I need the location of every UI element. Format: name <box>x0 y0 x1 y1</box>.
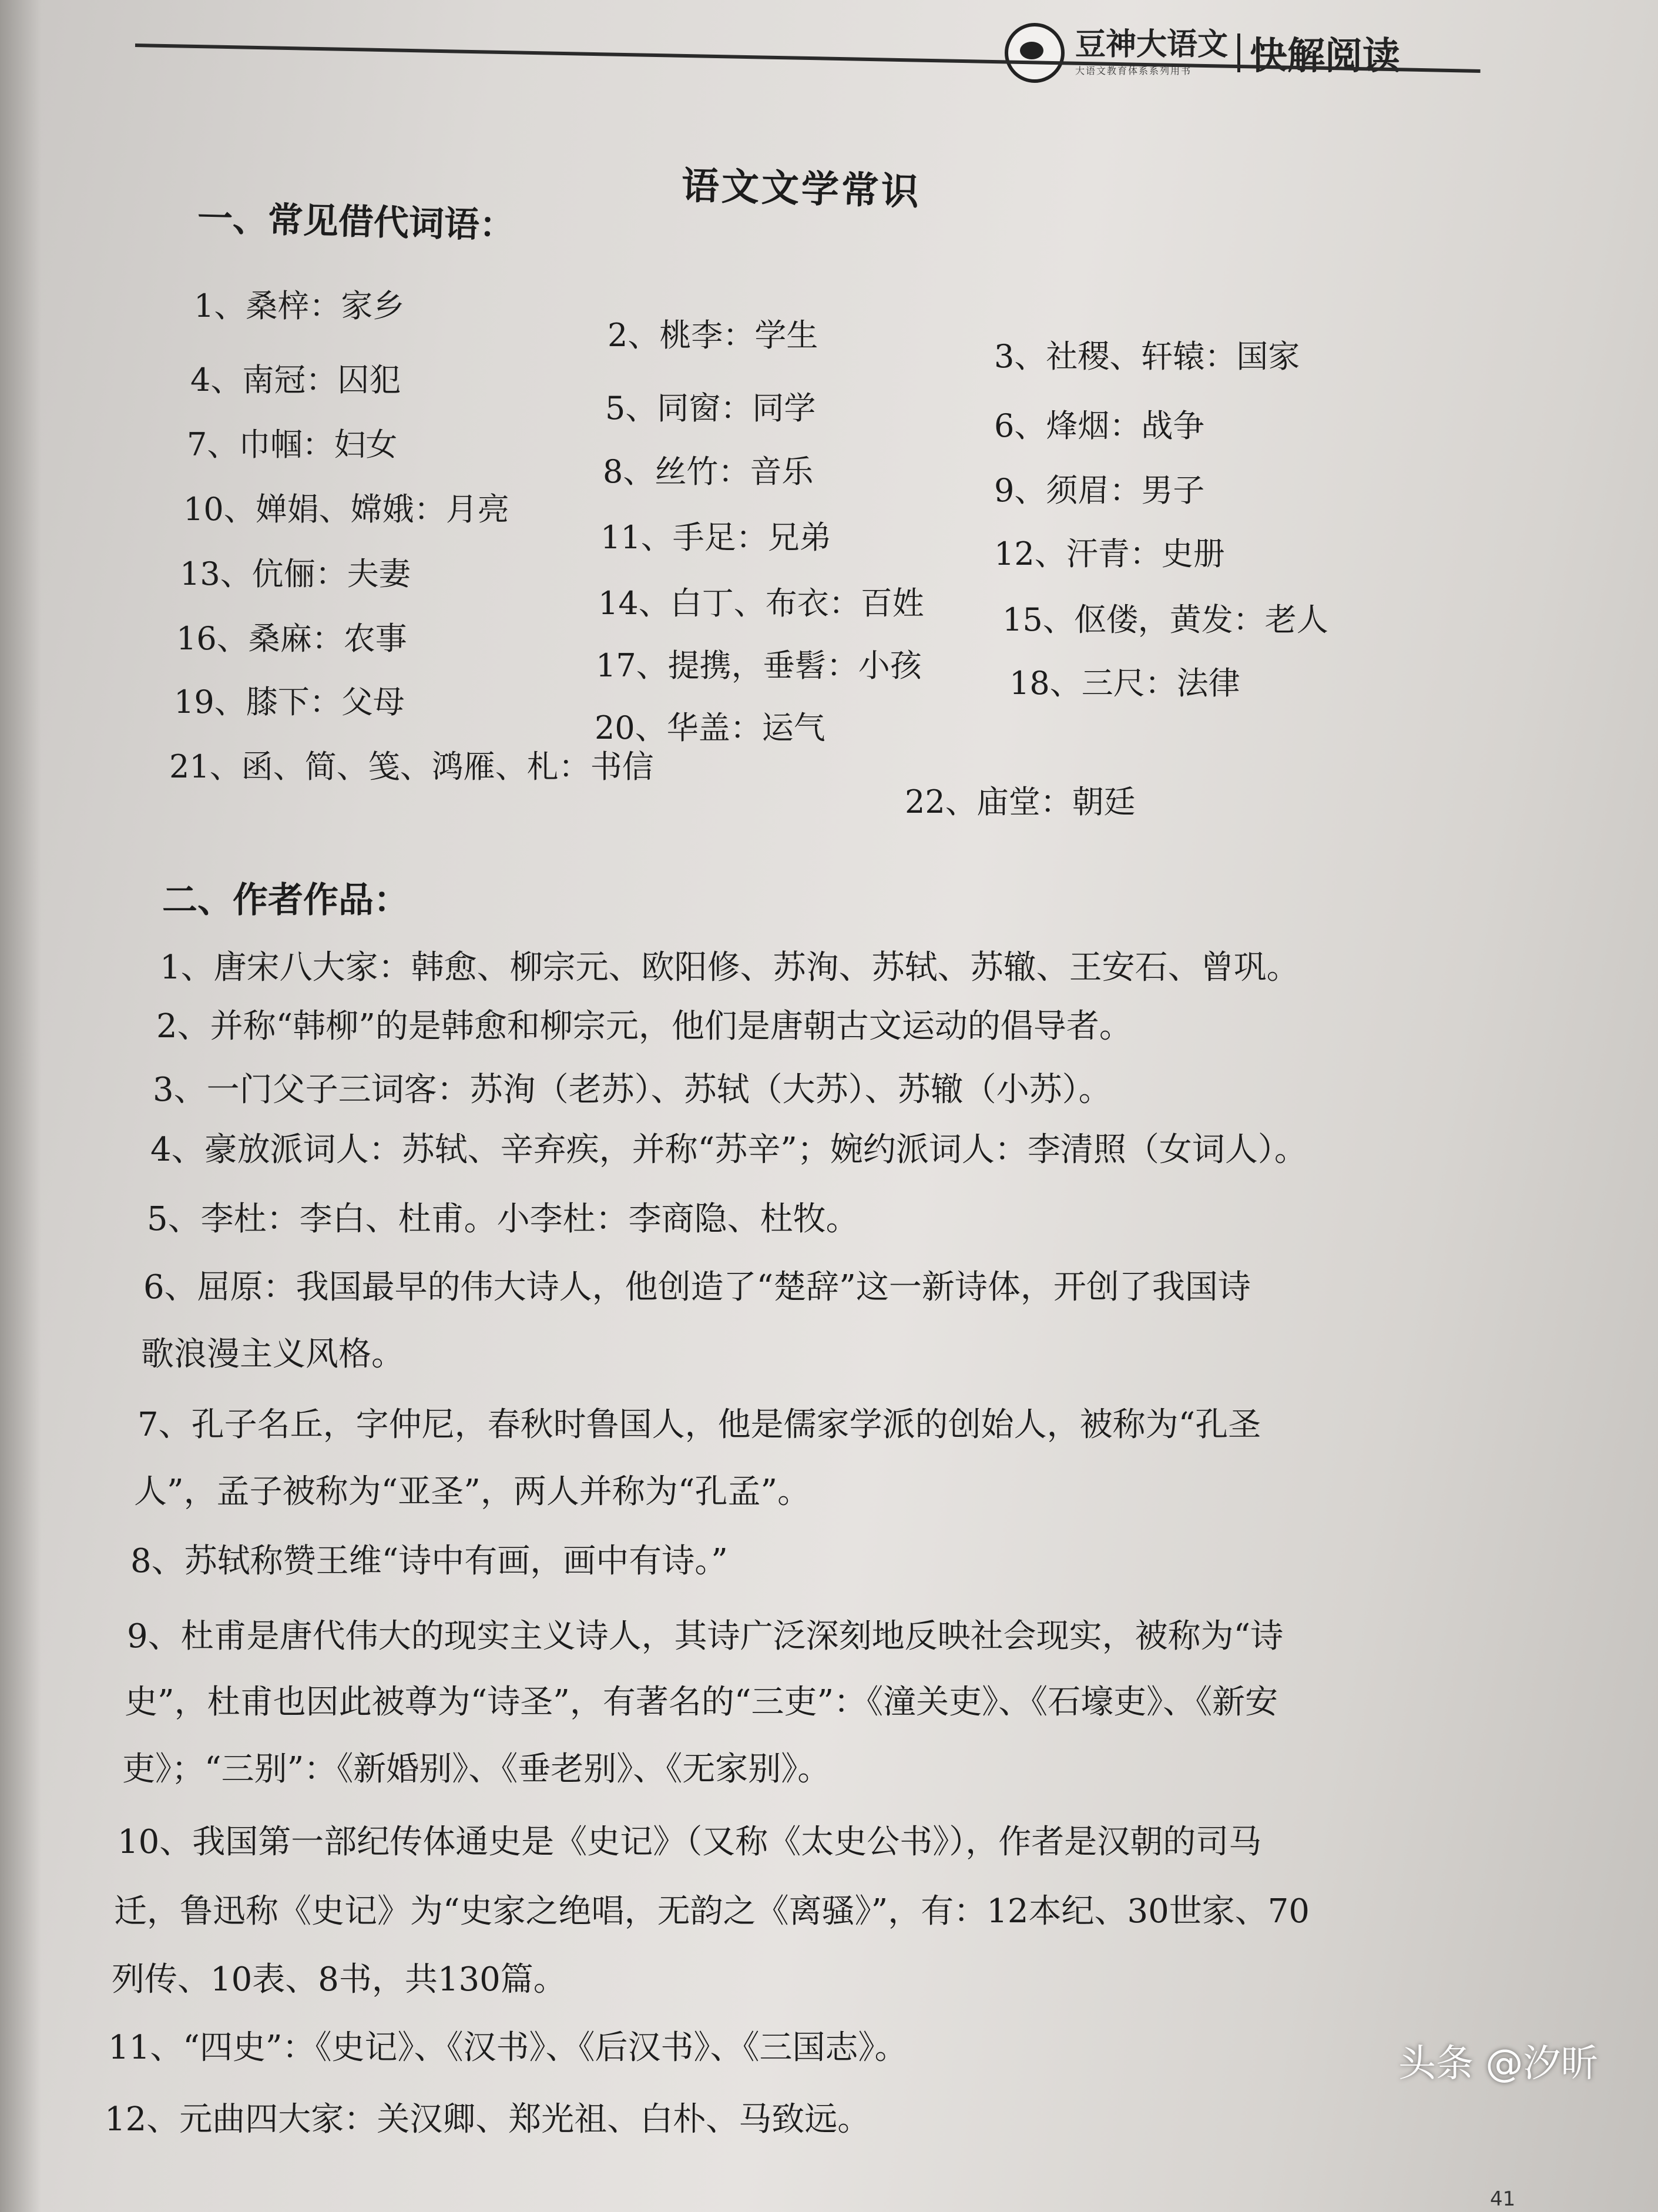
page-title: 语文文学常识 <box>680 163 922 215</box>
term-item: 1、桑梓：家乡 <box>194 287 405 324</box>
text-line: 1、唐宋八大家：韩愈、柳宗元、欧阳修、苏洵、苏轼、苏辙、王安石、曾巩。 <box>160 949 1300 987</box>
text-line: 列传、10表、8书，共130篇。 <box>112 1960 566 1999</box>
text-line: 9、杜甫是唐代伟大的现实主义诗人，其诗广泛深刻地反映社会现实，被称为“诗 <box>127 1617 1284 1655</box>
term-item: 5、同窗：同学 <box>605 390 816 427</box>
term-item: 8、丝竹：音乐 <box>603 453 814 490</box>
text-line: 歌浪漫主义风格。 <box>141 1335 404 1373</box>
term-item: 16、桑麻：农事 <box>176 620 407 657</box>
text-line: 吏》；“三别”：《新婚别》、《垂老别》、《无家别》。 <box>122 1750 831 1788</box>
brand-subtitle: 大语文教育体系系列用书 <box>1075 65 1192 76</box>
section-1-heading: 一、常见借代词语： <box>197 197 515 247</box>
term-item: 19、膝下：父母 <box>174 683 405 720</box>
brand-logo-icon <box>1005 23 1065 83</box>
term-item: 10、婵娟、嫦娥：月亮 <box>183 491 509 528</box>
text-line: 史”，杜甫也因此被尊为“诗圣”，有著名的“三吏”：《潼关吏》、《石壕吏》、《新安 <box>125 1683 1278 1721</box>
term-item: 6、烽烟：战争 <box>994 407 1205 444</box>
term-item: 18、三尺：法律 <box>1009 665 1240 702</box>
text-line: 人”，孟子被称为“亚圣”，两人并称为“孔孟”。 <box>134 1473 811 1511</box>
page-edge-shadow <box>0 0 41 2212</box>
term-item: 12、汗青：史册 <box>994 535 1225 572</box>
brand-text <box>1075 26 1229 77</box>
term-item: 15、伛偻，黄发：老人 <box>1002 601 1328 638</box>
source-watermark: 头条 @汐昕 <box>1398 2042 1599 2086</box>
page-number: 41 <box>1490 2187 1516 2211</box>
text-line: 3、一门父子三词客：苏洵（老苏）、苏轼（大苏）、苏辙（小苏）。 <box>153 1071 1112 1109</box>
term-item: 2、桃李：学生 <box>608 317 818 354</box>
header-brand <box>1005 24 1400 82</box>
text-line: 12、元曲四大家：关汉卿、郑光祖、白朴、马致远。 <box>105 2100 871 2139</box>
text-line: 10、我国第一部纪传体通史是《史记》（又称《太史公书》），作者是汉朝的司马 <box>118 1823 1262 1861</box>
text-line: 7、孔子名丘，字仲尼，春秋时鲁国人，他是儒家学派的创始人，被称为“孔圣 <box>137 1406 1261 1444</box>
book-series-title: 快解阅读 <box>1250 35 1401 78</box>
text-line: 迁，鲁迅称《史记》为“史家之绝唱，无韵之《离骚》”，有：12本纪、30世家、70 <box>114 1892 1310 1931</box>
term-item: 9、须眉：男子 <box>994 472 1205 509</box>
brand-name: 豆神大语文 <box>1075 26 1229 62</box>
text-line: 5、李杜：李白、杜甫。小李杜：李商隐、杜牧。 <box>147 1200 859 1238</box>
term-item: 11、手足：兄弟 <box>600 519 831 556</box>
section-2-heading: 二、作者作品： <box>162 880 409 921</box>
text-line: 11、“四史”：《史记》、《汉书》、《后汉书》、《三国志》。 <box>108 2029 908 2067</box>
text-line: 8、苏轼称赞王维“诗中有画，画中有诗。” <box>130 1542 728 1580</box>
text-line: 4、豪放派词人：苏轼、辛弃疾，并称“苏辛”；婉约派词人：李清照（女词人）。 <box>150 1131 1307 1169</box>
text-line: 6、屈原：我国最早的伟大诗人，他创造了“楚辞”这一新诗体，开创了我国诗 <box>143 1268 1251 1306</box>
term-item: 17、提携，垂髫：小孩 <box>596 647 922 684</box>
term-item: 14、白丁、布衣：百姓 <box>598 585 924 622</box>
term-item: 7、巾帼：妇女 <box>187 426 398 463</box>
term-item: 3、社稷、轩辕：国家 <box>994 338 1300 375</box>
term-item: 20、华盖：运气 <box>595 709 825 746</box>
term-item: 21、函、简、笺、鸿雁、札：书信 <box>169 748 654 785</box>
term-item: 4、南冠：囚犯 <box>190 361 401 398</box>
text-line: 2、并称“韩柳”的是韩愈和柳宗元，他们是唐朝古文运动的倡导者。 <box>156 1007 1132 1045</box>
term-item: 22、庙堂：朝廷 <box>905 783 1136 820</box>
term-item: 13、伉俪：夫妻 <box>180 555 411 592</box>
